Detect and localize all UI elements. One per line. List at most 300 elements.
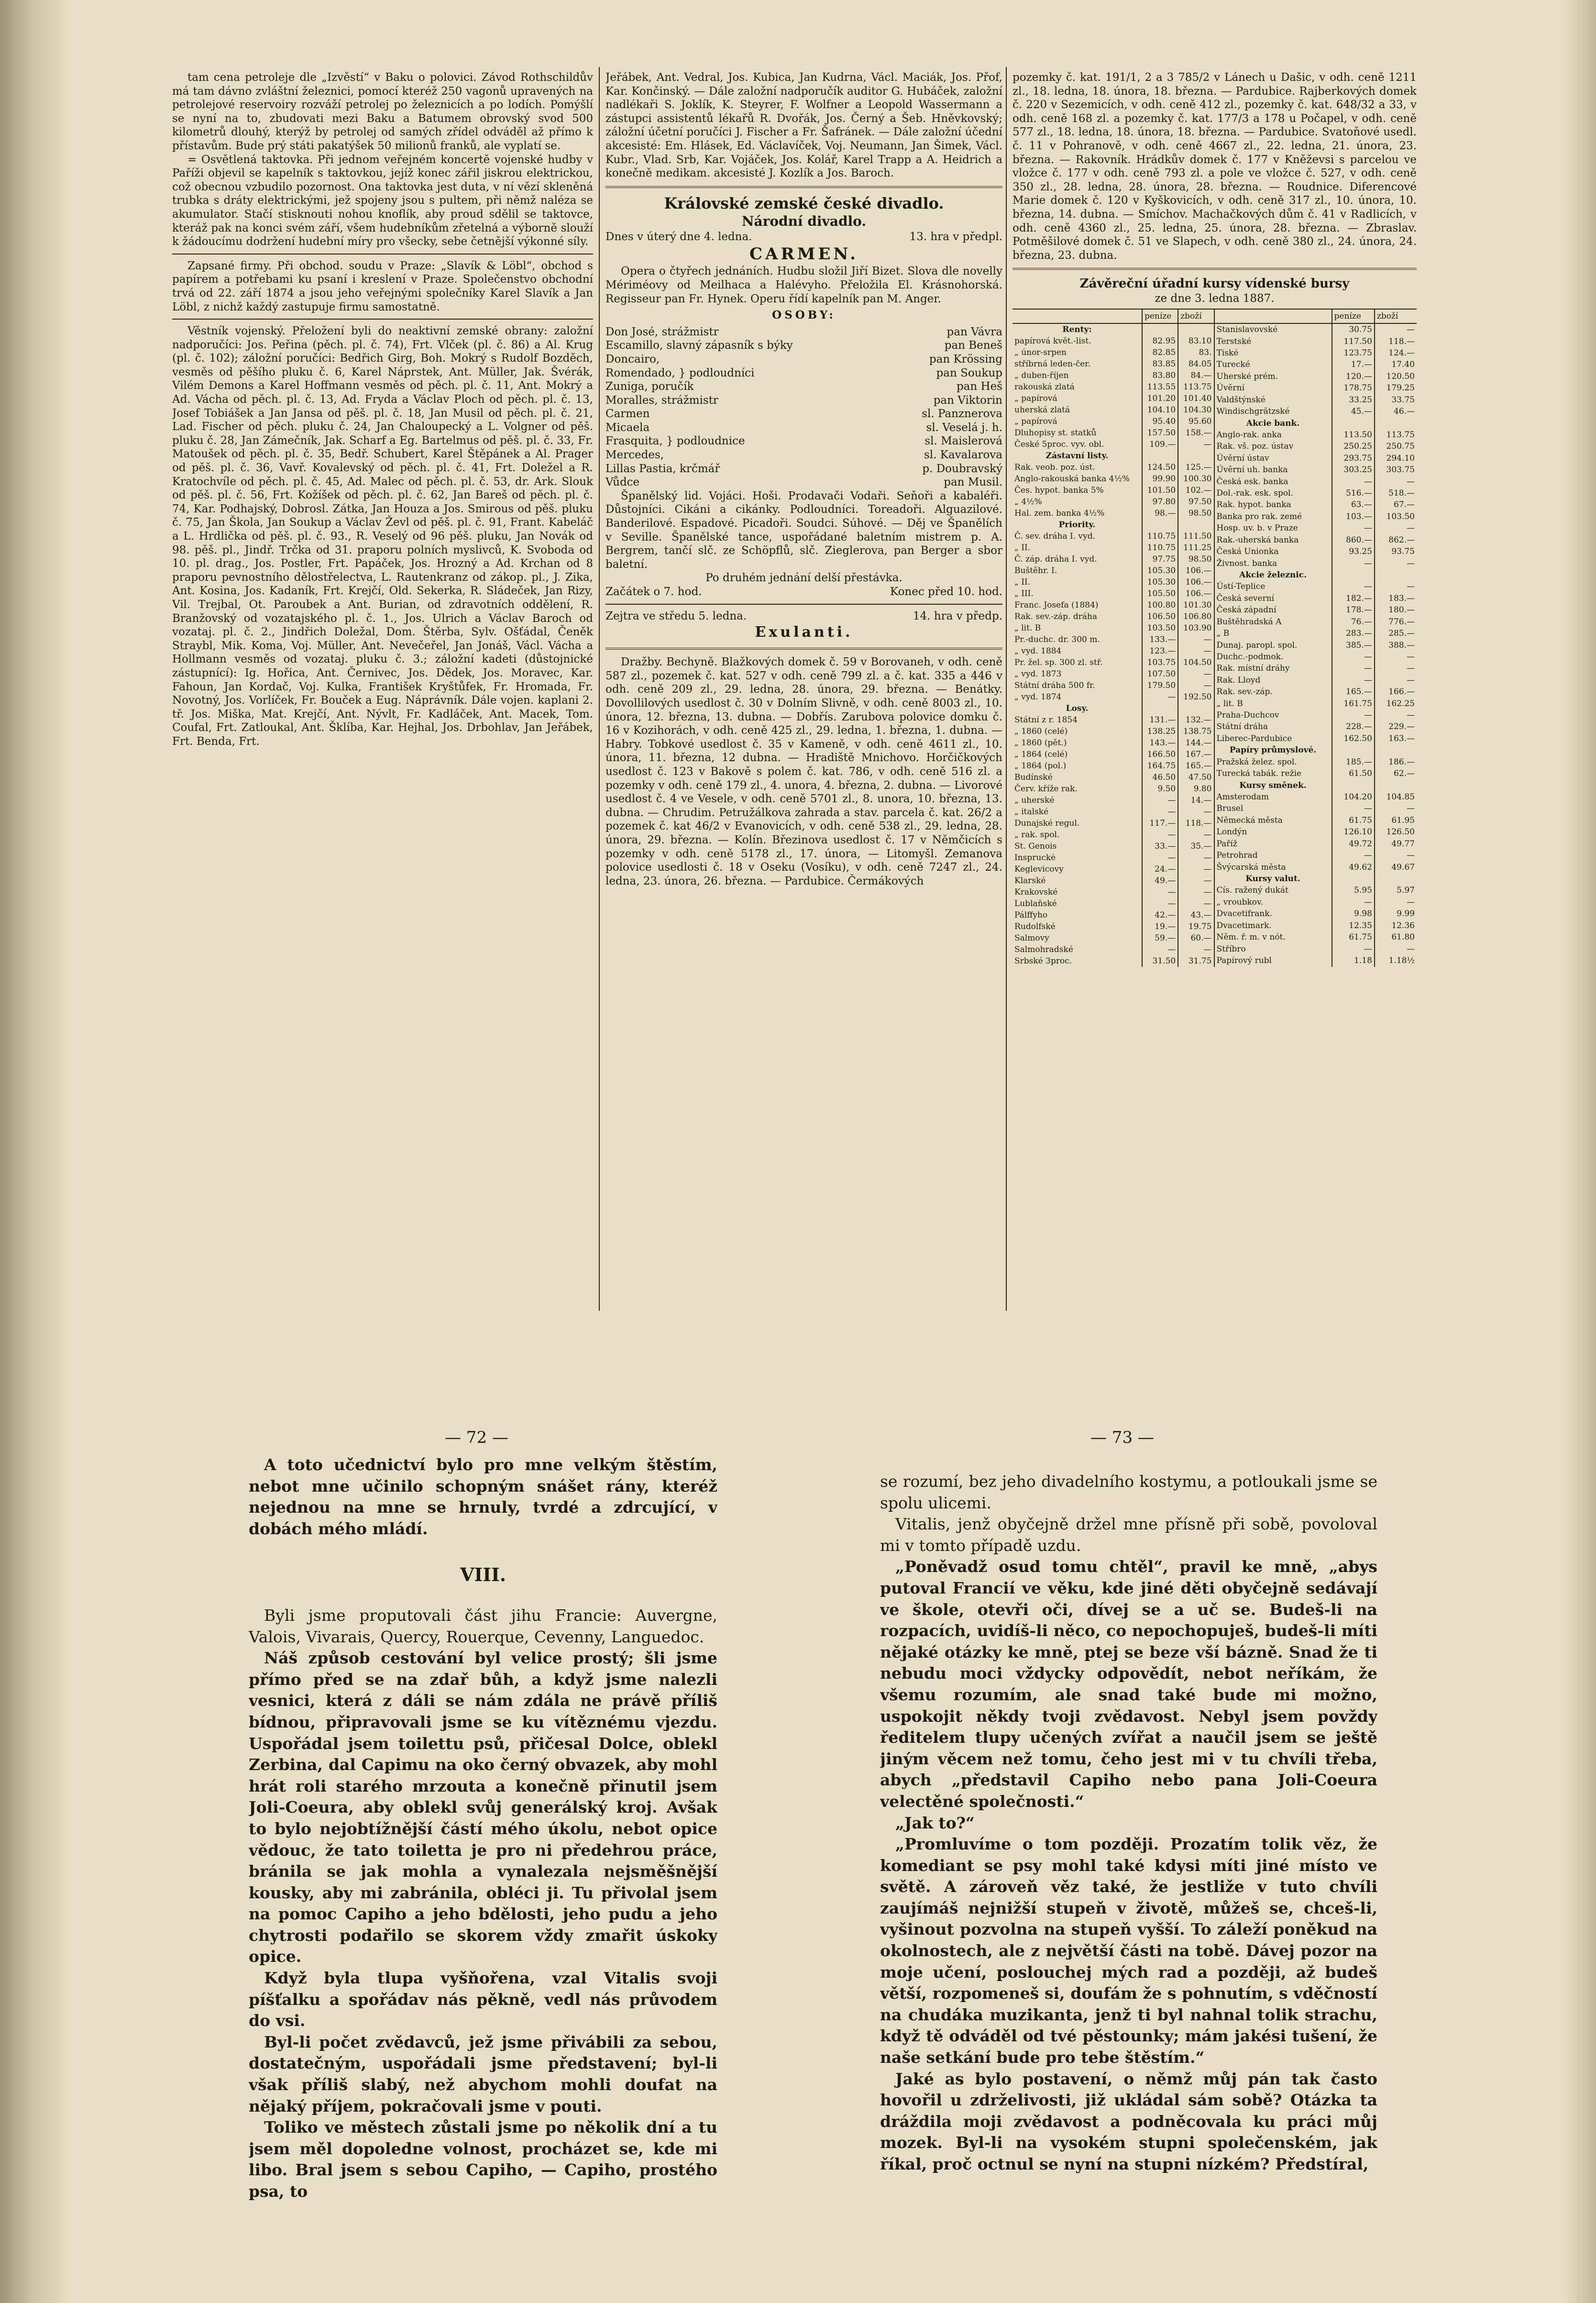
goods-price: 67.— — [1375, 499, 1417, 510]
security-name: Červ. kříže rak. — [1014, 784, 1078, 794]
cast-row — [605, 353, 1002, 366]
exchange-row — [1215, 943, 1417, 954]
exchange-row — [1215, 593, 1417, 604]
security-name: Dunaj. paropl. spol. — [1216, 640, 1298, 650]
security-name: „ 1860 (celé) — [1014, 726, 1068, 736]
book-paragraph: „Poněvadž osud tomu chtěl“, pravil ke mně, „abys putoval Francií ve věku, kde jiné děti obyčejně sedávají ve škole, otevři oči, dívej se a uč se. Budeš-li na rozpacích, uvidíš-li něco, co nepochopuješ, budeš-li míti nějaké otázky ke mně, ptej se beze vší bázně. Snad že ti nebudu moci vždycky odpovědít, nebot neříkám, že všemu rozumím, ale snad také bude mi možno, uspokojit někdy tvoji zvědavost. Nebyl jsem povždy ředitelem tlupy učených zvířat a naučil jsem se ještě jiným věcem než tomu, čeho jest mi v tu chvíli třeba, abych „představil Capiho nebo pana Joli-Coeura velectěné společnosti.“ — [880, 1557, 1377, 1811]
exchange-row — [1013, 875, 1214, 886]
goods-price: — — [1178, 668, 1214, 680]
exchange-section-heading: Losy. — [1066, 703, 1089, 713]
money-price: 182.— — [1332, 593, 1375, 604]
exchange-row — [1013, 955, 1214, 967]
article-military-bulletin: Věstník vojenský. Přeložení byli do neaktivní zemské obrany: založní nadporučíci: Jos. Peřina (pěch. pl. č. 74), Frt. Vlček (pl. č. 86) a Al. Krug (pl. č. 102); záložní poručíci: Bedřich Girg, Boh. Mokrý s Rudolf Bozděch, vesměs od pěšího pluku č. 6, Karel Náprstek, Ant. Müller, Jak. Švérák, Vilém Demons a Karel Hoffmann vesměs od pěch. pl. č. 11, Ant. Mokrý a Ad. Vácha od pěch. pl. č. 13, Ad. Fryda a Václav Ploch od pěch. pl. č. 13, Josef Tobiášek a Jan Jansa od pěš. pl. č. 18, Jan Musil od pěch. pl. č. 21, Lad. Fischer od pěch. pluku č. 24, Jan Chaloupecký a L. Volgner od pěš. pluku č. 28, Jan Zámečník, Jak. Scharf a Eg. Bartelmus od pěš. pl. č. 33, Fr. Matoušek od pěch. pl. č. 35, Bedř. Schubert, Karel Štěpánek a Al. Prager od pěš. pl. č. 36, Vavř. Kovalevský od pěch. pl. č. 41, Frt. Doležel a R. Kratochvíle od pěch. pl. č. 45, Ad. Malec od pěch. pl. č. 53, dr. Ark. Slouk od pěš. pl. č. 56, Frt. Kožíšek od pěch. pl. č. 62, Jan Bareš od pěch. pl. č. 74, Kar. Podhajský, Dobrosl. Zátka, Jan Houza a Jos. Smirous od pěš. pluku č. 75, Jan Škola, Jan Soukup a Václav Ževl od pěš. pl. č. 91, Frant. Kabeláč a L. Hrdlička od pěš. pl. č. 93., R. Veselý od 96 pěš. pluku, Jan Novák od 98. pěš. pl., Jindř. Trčka od 31. praporu polních myslivců, K. Svoboda od 10. pl. drag., Jos. Postler, Frt. Papáček, Jos. Hrozný a Ad. Krchan od 8 praporu pevnostního dělostřelectva, L. Rautenkranz od zákop. pl., J. Zika, Ant. Kosina, Jos. Kadaník, Frt. Krejčí, Old. Sekerka, R. Sládeček, Jan Rizy, Vil. Trejbal, Ot. Paroubek a Ant. Burian, od zdravotních oddělení, R. Branžovský od vozatajského pl. č. 1., Jos. Ulrich a Václav Baroch od vozataj. pl. č. 2., Jindřich Doležal, Dom. Štěrba, Sylv. Ošťádal, Čeněk Straybl, Mik. Koma, Voj. Müller, Ant. Nevečeřel, Jan Jonáš, Václ. Vácha a Hollmann vesměs od vozataj. pluku č. 3.; záložní kadeti (důstojnické zástupnící): Ig. Hořica, Ant. Černivec, Jos. Dědek, Jos. Moravec, Kar. Fahoun, Jan Kordač, Voj. Kulka, František Kryštůfek, Fr. Hromada, Fr. Novotný, Jos. Vorlíček, Fr. Bouček a Eug. Náprávník. Dále vojen. kaplani 2. tř. Jos. Miška, Mat. Krejčí, Ant. Nývlt, Fr. Kadláček, Ant. Macek, Tom. Coufal, Frt. Zatloukal, Ant. Šklíba, Kar. Hejhal, Jos. Drbohlav, Jan Jeřábek, Frt. Benda, Frt. — [172, 325, 593, 748]
security-name: Pražská želez. spol. — [1216, 757, 1297, 767]
security-name: Dunajské regul. — [1014, 818, 1080, 828]
security-name: Dvacetifrank. — [1216, 909, 1272, 919]
exchange-left-rows — [1013, 323, 1214, 967]
money-price: 113.50 — [1332, 429, 1375, 441]
exchange-row — [1215, 546, 1417, 557]
exchange-row — [1215, 534, 1417, 546]
money-price: 17.— — [1332, 359, 1375, 370]
money-price — [1332, 779, 1375, 791]
goods-price: — — [1375, 663, 1417, 674]
performer: sl. Veselá j. h. — [926, 421, 1002, 434]
col-goods: zboží — [1375, 310, 1417, 323]
end-time: Konec před 10. hod. — [890, 586, 1002, 598]
money-price: 33.25 — [1332, 394, 1375, 405]
goods-price — [1375, 779, 1417, 791]
exchange-row — [1215, 323, 1417, 335]
goods-price: — — [1375, 943, 1417, 954]
security-name: Londýn — [1216, 827, 1247, 837]
goods-price: 192.50 — [1178, 691, 1214, 703]
money-price: 83.80 — [1142, 370, 1178, 381]
money-price: — — [1142, 944, 1178, 955]
money-price: 63.— — [1332, 499, 1375, 510]
goods-price: 776.— — [1375, 616, 1417, 627]
goods-price: — — [1178, 829, 1214, 841]
performance-times — [605, 585, 1002, 599]
money-price — [1142, 323, 1178, 335]
exchange-row — [1215, 709, 1417, 721]
money-price: 49.— — [1142, 875, 1178, 886]
goods-price: 43.— — [1178, 909, 1214, 921]
cast-row — [605, 462, 1002, 476]
goods-price: 163.— — [1375, 733, 1417, 744]
role: Don José, strážmistr — [605, 325, 719, 338]
goods-price: 49.67 — [1375, 861, 1417, 873]
exchange-section-heading: Zástavní listy. — [1046, 451, 1109, 461]
goods-price: 250.75 — [1375, 441, 1417, 452]
security-name: Petrohrad — [1216, 851, 1258, 861]
security-name: „ papírová — [1014, 393, 1057, 403]
exchange-section-heading: Renty: — [1062, 324, 1092, 334]
tomorrow-date: Zejtra ve středu 5. ledna. — [605, 609, 747, 622]
money-price: 131.— — [1142, 714, 1178, 726]
goods-price: 47.50 — [1178, 772, 1214, 783]
goods-price: — — [1375, 581, 1417, 592]
exchange-row — [1215, 406, 1417, 417]
security-name: Valdštýnské — [1216, 395, 1266, 405]
goods-price: 120.50 — [1375, 371, 1417, 382]
security-name: „ 1860 (pět.) — [1014, 738, 1067, 748]
book-paragraph: Byli jsme proputovali část jihu Francie: Auvergne, Valois, Vivarais, Quercy, Rouerque, Cevenny, Languedoc. — [249, 1605, 717, 1646]
money-price: 82.95 — [1142, 335, 1178, 347]
exchange-row — [1013, 622, 1214, 634]
exchange-row — [1013, 565, 1214, 576]
money-price: 9.50 — [1142, 783, 1178, 795]
money-price: 303.25 — [1332, 464, 1375, 476]
money-price: — — [1332, 476, 1375, 487]
goods-price: 5.97 — [1375, 885, 1417, 896]
money-price: 106.50 — [1142, 611, 1178, 622]
column-rule — [599, 67, 600, 1311]
security-name: Něm. ř. m. v nót. — [1216, 932, 1286, 942]
goods-price: 162.25 — [1375, 698, 1417, 709]
security-name: Klarské — [1014, 875, 1046, 886]
money-price: 185.— — [1332, 756, 1375, 768]
exchange-row — [1013, 427, 1214, 439]
book-page-right — [880, 1471, 1377, 2280]
exchange-row — [1215, 441, 1417, 452]
security-name: Česká západní — [1216, 605, 1277, 615]
exchange-row — [1215, 569, 1417, 581]
money-price: 101.20 — [1142, 393, 1178, 404]
exchange-row — [1013, 703, 1214, 714]
exchange-row — [1013, 772, 1214, 783]
security-name: České 5proc. vyv. obl. — [1014, 439, 1104, 449]
security-name: Rak. veob. poz. úst. — [1014, 462, 1095, 472]
exchange-row — [1215, 838, 1417, 850]
security-name: Salmohradské — [1014, 944, 1073, 954]
security-name: Duchc.-podmok. — [1216, 652, 1284, 662]
security-name: Turecké — [1216, 360, 1250, 370]
cast-row — [605, 339, 1002, 353]
security-name: Čes. hypot. banka 5% — [1014, 485, 1104, 495]
cast-row — [605, 325, 1002, 339]
exchange-table — [1013, 309, 1417, 967]
security-name: stříbrná leden-čer. — [1014, 359, 1090, 369]
money-price: 117.— — [1142, 818, 1178, 829]
security-name: „ uherské — [1014, 795, 1055, 805]
money-price: 93.25 — [1332, 546, 1375, 557]
exchange-row — [1013, 783, 1214, 795]
page-number-right: — 73 — — [1090, 1428, 1154, 1447]
book-paragraph: Toliko ve městech zůstali jsme po několik dní a tu jsem měl dopoledne volnost, procházet se, kde mi libo. Bral jsem s sebou Capiho, — Capiho, prostého psa, to — [249, 2118, 717, 2201]
security-name: Anglo-rak. anka — [1216, 430, 1282, 440]
exchange-row — [1215, 768, 1417, 779]
exchange-row — [1215, 359, 1417, 370]
exchange-row — [1215, 382, 1417, 394]
goods-price: — — [1178, 864, 1214, 875]
goods-price: 294.10 — [1375, 453, 1417, 464]
goods-price: 60.— — [1178, 932, 1214, 944]
exchange-row — [1013, 921, 1214, 932]
opera-title: CARMEN. — [749, 244, 859, 264]
exchange-row — [1013, 599, 1214, 611]
security-name: Živnost. banka — [1216, 558, 1277, 568]
exchange-row — [1215, 616, 1417, 627]
divider — [605, 648, 1002, 650]
money-price: 31.50 — [1142, 955, 1178, 967]
goods-price: 84.05 — [1178, 358, 1214, 370]
exchange-row — [1013, 841, 1214, 852]
exchange-row — [1013, 829, 1214, 841]
goods-price: 14.— — [1178, 795, 1214, 806]
security-name: Praha-Duchcov — [1216, 710, 1279, 720]
money-price: 178.75 — [1332, 382, 1375, 394]
cast-note: Španělský lid. Vojáci. Hoši. Prodavači Vodaři. Seňoři a kabaléři. Důstojníci. Cikáni a cikánky. Podloudníci. Toreadoři. Alguazilové. Banderilové. Espadové. Picadoři. Soudci. Súhové. — Děj ve Španělích v Seville. Španělské tance, uspořádané baletním mistrem p. A. Bergrem, tančí slč. ze Schöpflů, slč. Zieglerova, pan Berger a sbor baletní. — [605, 489, 1002, 571]
money-price: — — [1332, 522, 1375, 534]
security-name: „ III. — [1014, 588, 1034, 598]
exchange-table-right — [1215, 310, 1417, 967]
exchange-row — [1215, 487, 1417, 499]
cast-row — [605, 434, 1002, 448]
security-name: Liberec-Pardubice — [1216, 733, 1292, 743]
goods-price: 158.— — [1178, 427, 1214, 439]
goods-price: 35.— — [1178, 841, 1214, 852]
exchange-row — [1013, 381, 1214, 393]
money-price: — — [1332, 943, 1375, 954]
book-page-left — [249, 1454, 717, 2277]
performer: pan Vávra — [947, 325, 1002, 338]
security-name: „ 1864 (pol.) — [1014, 761, 1067, 771]
article-baton: = Osvětlená taktovka. Při jednom veřejném koncertě vojenské hudby v Paříži objevil se kapelník s taktovkou, jejíž konec zářil jiskrou elektrickou, což obecnou vzbudilo pozornost. Ona taktovka jest duta, v ní vězí skleněná trubka s dráty elektrickými, jež spojeny jsou s pultem, při němž naléza se akumulator. Stačí stisknouti nohou knoflík, aby proud sdělil se taktovce, kteráž pak na konci svém září, všem hudebníkům zřetelná a výborně slouží k žádoucímu dodržení hudební míry pro všecky, sebe četnější výkonné síly. — [172, 153, 593, 248]
performer: sl. Kavalarova — [924, 449, 1002, 462]
goods-price: 101.40 — [1178, 393, 1214, 404]
goods-price: 138.75 — [1178, 726, 1214, 737]
money-price: 61.75 — [1332, 931, 1375, 943]
security-name: „ B — [1216, 629, 1230, 639]
security-name: Amsterodam — [1216, 792, 1269, 802]
money-price: 126.10 — [1332, 826, 1375, 838]
exchange-row — [1013, 576, 1214, 588]
exchange-row — [1013, 909, 1214, 921]
goods-price: 102.— — [1178, 485, 1214, 496]
goods-price: — — [1375, 675, 1417, 686]
money-price: — — [1332, 675, 1375, 686]
goods-price: 93.75 — [1375, 546, 1417, 557]
exchange-row — [1215, 733, 1417, 744]
article-firms: Zapsané firmy. Při obchod. soudu v Praze: „Slavík & Löbl“, obchod s papírem a potřebami ku psaní i kreslení v Praze. Společenstvo obchodní trvá od 22. září 1874 a jsou jeho veřejnými společníky Karel Slavík a Jan Löbl, z nichž každý zastupuje firmu samostatně. — [172, 259, 593, 313]
money-price: 9.98 — [1332, 908, 1375, 919]
goods-price: 125.— — [1178, 462, 1214, 473]
col-money: peníze — [1142, 310, 1178, 323]
article-auctions: Dražby. Bechyně. Blažkových domek č. 59 v Borovaneh, v odh. ceně 587 zl., pozemek č. kat. 527 v odh. ceně 799 zl. a č. kat. 335 a 446 v odh. ceně 209 zl., 29. ledna, 28. února, 29. března. — Benátky. Dovollilových usedlost č. 30 v Dolním Slivně, v odh. ceně 8003 zl., 10. února, 12. března, 13. dubna. — Dobřís. Zarubova polovice domku č. 16 v Kozihorách, v odh. ceně 425 zl., 29. ledna, 1. března, 1. dubna. — Habry. Tobkové usedlost č. 35 v Kameně, v odh. ceně 4611 zl., 10. února, 11. března, 12 dubna. — Hradiště Mnichovo. Horčičkových usedlost č. 123 v Bakově s polem č. kat. 786, v odh. ceně 516 zl. a pozemky v odh. ceně 179 zl., 4. unora, 4. března, 2. dubna. — Livorové usedlost č. 4 ve Vesele, v odh. ceně 5701 zl., 8. unora, 10. března, 13. dubna. — Chrudim. Petružálkova zahrada a stav. parcela č. kat. 26/2 a pozemek č. kat 46/2 v Evanovicích, v odh. ceně 538 zl., 29. ledna, 28. února, 29. března. — Kolín. Březinova usedlost č. 17 v Němčicích s pozemky v odh. ceně 5178 zl., 17. února, — Litomyšl. Zemanova polovice usedlosti č. 18 v Oseku (Vosíku), v odh. ceně 7247 zl., 24. ledna, 23. února, 26. března. — Pardubice. Čermákových — [605, 656, 1002, 887]
security-name: Rak. sev.-záp. dráha — [1014, 611, 1097, 621]
programme-tomorrow — [605, 609, 1002, 623]
security-name: Státní dráha — [1216, 722, 1268, 732]
role: Vůdce — [605, 476, 640, 489]
exchange-row — [1013, 416, 1214, 427]
exchange-row — [1215, 861, 1417, 873]
exchange-row — [1013, 485, 1214, 496]
exchange-row — [1215, 791, 1417, 803]
money-price: — — [1332, 651, 1375, 663]
security-name: Terstské — [1216, 336, 1252, 346]
money-price: 123.— — [1142, 645, 1178, 657]
goods-price: — — [1375, 323, 1417, 335]
money-price: 385.— — [1332, 639, 1375, 651]
exchange-row — [1013, 691, 1214, 703]
security-name: Dluhopisy st. statků — [1014, 428, 1097, 438]
money-price: 105.30 — [1142, 565, 1178, 576]
security-name: Srbské 3proc. — [1014, 956, 1072, 966]
book-paragraph: „Jak to?“ — [895, 1813, 975, 1832]
exchange-row — [1215, 604, 1417, 616]
exchange-row — [1215, 499, 1417, 510]
exchange-row — [1215, 417, 1417, 429]
exchange-row — [1215, 919, 1417, 931]
money-price: 120.— — [1332, 371, 1375, 382]
exchange-row — [1013, 726, 1214, 737]
role: Micaela — [605, 421, 650, 434]
money-price: — — [1142, 806, 1178, 818]
performer: sl. Panznerova — [922, 408, 1002, 421]
money-price: 860.— — [1332, 534, 1375, 546]
security-name: Rak. vš. poz. ústav — [1216, 442, 1294, 452]
goods-price — [1178, 323, 1214, 335]
col-goods: zboží — [1178, 310, 1214, 323]
money-price: 98.— — [1142, 508, 1178, 519]
security-name: Úvěrní ústav — [1216, 453, 1269, 463]
programme-today — [605, 230, 1002, 244]
security-name: „ 4½% — [1014, 497, 1042, 507]
exchange-row — [1215, 557, 1417, 569]
cast-heading: OSOBY: — [772, 309, 836, 322]
money-price: 61.50 — [1332, 768, 1375, 779]
money-price: — — [1142, 886, 1178, 898]
security-name: Budínské — [1014, 772, 1053, 782]
exchange-row — [1215, 826, 1417, 838]
security-name: Rak.-uherská banka — [1216, 535, 1299, 545]
exchange-row — [1013, 886, 1214, 898]
exchange-table-left — [1013, 310, 1215, 967]
goods-price: 97.50 — [1178, 496, 1214, 508]
tomorrow-play-title: Exulanti. — [755, 624, 853, 641]
newspaper-column-3 — [1013, 71, 1417, 1315]
exchange-row — [1013, 347, 1214, 358]
cast-row — [605, 421, 1002, 435]
role: Escamillo, slavný zápasník s býky — [605, 339, 793, 352]
cast-row — [605, 366, 1002, 380]
security-name: Salmovy — [1014, 933, 1049, 943]
money-price: 293.75 — [1332, 453, 1375, 464]
money-price: 104.20 — [1332, 791, 1375, 803]
exchange-row — [1013, 944, 1214, 955]
goods-price: — — [1178, 875, 1214, 886]
exchange-row — [1013, 358, 1214, 370]
exchange-right-rows — [1215, 323, 1417, 967]
goods-price: — — [1178, 680, 1214, 691]
exchange-row — [1215, 371, 1417, 382]
money-price: — — [1332, 803, 1375, 814]
exchange-row — [1013, 680, 1214, 691]
goods-price: 167.— — [1178, 749, 1214, 760]
goods-price: 165.— — [1178, 760, 1214, 772]
security-name: „ 1864 (celé) — [1014, 749, 1068, 759]
exchange-row — [1215, 476, 1417, 487]
security-name: Inspruckė — [1014, 853, 1056, 863]
goods-price: — — [1375, 897, 1417, 908]
goods-price — [1178, 703, 1214, 714]
goods-price: 84.— — [1178, 370, 1214, 381]
exchange-row — [1013, 714, 1214, 726]
security-name: uherská zlatá — [1014, 405, 1070, 415]
exchange-row — [1013, 749, 1214, 760]
goods-price: — — [1375, 850, 1417, 861]
goods-price: 113.75 — [1375, 429, 1417, 441]
col-money: peníze — [1332, 310, 1375, 323]
cast-row — [605, 476, 1002, 489]
cast-list — [605, 325, 1002, 489]
goods-price: 303.75 — [1375, 464, 1417, 476]
newspaper-column-2 — [605, 71, 1002, 1315]
security-name: Banka pro rak. zemé — [1216, 511, 1302, 521]
security-name: Windischgrätzské — [1216, 407, 1290, 417]
goods-price: 229.— — [1375, 721, 1417, 732]
column-rule — [1006, 67, 1007, 1311]
money-price: 138.25 — [1142, 726, 1178, 737]
money-price: 107.50 — [1142, 668, 1178, 680]
goods-price — [1375, 417, 1417, 429]
money-price — [1142, 450, 1178, 462]
performer: pan Musil. — [944, 476, 1002, 489]
article-military-continued: Jeřábek, Ant. Vedral, Jos. Kubica, Jan Kudrna, Václ. Maciák, Jos. Přof, Kar. Končinský. — Dále založní nadporučík auditor G. Hubáček, založní nadlékaři S. Joklík, K. Steyrer, F. Wolfner a Leopold Wassermann a zástupci assistentů lékařů R. Dvořák, Jos. Černý a Šeb. Hněvkovský; záložní účetní poručíci J. Fischer a Fr. Šafránek. — Dále založní účední akcesisté: Em. Hlásek, Ed. Václavíček, Voj. Neumann, Jan Šimek, Václ. Kubr., Vlad. Srb, Kar. Vojáček, Jos. Kolář, Karel Trapp a A. Heidrich a konečně medikam. akcesisté J. Kozlík a Jos. Baroch. — [605, 71, 1002, 180]
exchange-row — [1215, 675, 1417, 686]
security-name: Buštěhradská A — [1216, 617, 1282, 627]
article-petroleum: tam cena petroleje dle „Izvěstí“ v Baku o polovici. Závod Rothschildův má tam dávno zvláštní železnici, pomocí kteréž 250 vagonů upravených na petrolejové reservoiry rozváží petrolej po železnicích a po lodích. Pomýšlí se nyní na to, zbudovati mezi Baku a Batumem obrovský svod 500 kilometrů dlouhý, kterýž by petrolej od samých zřídel odváděl až přímo k přístavům. Bude prý státi pakatýšek 50 milionů franků, ale vyplatí se. — [172, 71, 593, 152]
goods-price: — — [1178, 439, 1214, 450]
security-name: „ vyd. 1873 — [1014, 669, 1062, 679]
security-name: Česká severní — [1216, 593, 1275, 603]
security-name: Rak. Lloyd — [1216, 675, 1261, 685]
exchange-row — [1215, 581, 1417, 592]
theatre-subtitle: Národní divadlo. — [741, 213, 867, 229]
tomorrow-subscription: 14. hra v předp. — [913, 609, 1002, 622]
exchange-row — [1013, 852, 1214, 864]
security-name: Ústí-Teplice — [1216, 582, 1266, 592]
goods-price: 166.— — [1375, 686, 1417, 698]
exchange-row — [1215, 651, 1417, 663]
money-price: 101.50 — [1142, 485, 1178, 496]
performer: pan Krössing — [929, 353, 1002, 365]
exchange-row — [1013, 370, 1214, 381]
money-price: 228.— — [1332, 721, 1375, 732]
security-name: Buštěhr. I. — [1014, 565, 1057, 576]
goods-price: 285.— — [1375, 628, 1417, 639]
goods-price: 1.18½ — [1375, 955, 1417, 967]
exchange-row — [1013, 450, 1214, 462]
goods-price: 106.— — [1178, 588, 1214, 599]
goods-price: — — [1375, 651, 1417, 663]
goods-price: — — [1375, 476, 1417, 487]
security-name: Lublaňské — [1014, 898, 1057, 908]
exchange-row — [1013, 795, 1214, 806]
goods-price: 144.— — [1178, 737, 1214, 749]
exchange-row — [1215, 931, 1417, 943]
exchange-row — [1013, 542, 1214, 554]
money-price: 164.75 — [1142, 760, 1178, 772]
goods-price: 124.— — [1375, 347, 1417, 359]
goods-price: 104.30 — [1178, 404, 1214, 416]
goods-price: 132.— — [1178, 714, 1214, 726]
security-name: Švýcarská města — [1216, 862, 1286, 872]
opera-description: Opera o čtyřech jednáních. Hudbu složil Jiří Bizet. Slova dle novelly Mériméovy od Meilhaca a Halévyho. Přeložila El. Krásnohorská. Regisseur pan Fr. Hynek. Operu řídí kapelník pan M. Anger. — [605, 265, 1002, 305]
chapter-heading: VIII. — [460, 1564, 506, 1586]
goods-price: 126.50 — [1375, 826, 1417, 838]
security-name: Česká Unionka — [1216, 547, 1279, 557]
exchange-row — [1013, 462, 1214, 473]
money-price: 1.18 — [1332, 955, 1375, 967]
book-paragraph: Jaké as bylo postavení, o němž můj pán tak často hovořil u zdrželivosti, již ukládal sám sobě? Otázka ta dráždila moji zvědavost a podněcovala ku práci můj mozek. Byl-li na vysokém stupni společenském, jak říkal, proč octnul se nyní na stupni nízkém? Předstíral, — [880, 2069, 1377, 2173]
goods-price — [1178, 450, 1214, 462]
security-name: Rudolfské — [1014, 921, 1056, 931]
exchange-section-heading: Priority. — [1058, 520, 1096, 530]
role: Mercedes, — [605, 449, 664, 462]
security-name: Německá města — [1216, 815, 1283, 825]
security-name: Hosp. uv. b. v Praze — [1216, 523, 1298, 533]
goods-price: — — [1178, 944, 1214, 955]
exchange-row — [1013, 508, 1214, 519]
money-price: — — [1142, 898, 1178, 909]
security-name: Č. sev. dráha I. vyd. — [1014, 531, 1096, 541]
exchange-row — [1215, 756, 1417, 768]
security-name: Paříž — [1216, 839, 1237, 849]
theatre-title: Královské zemské české divadlo. — [664, 194, 944, 212]
newspaper-column-1 — [172, 71, 593, 1315]
goods-price: 862.— — [1375, 534, 1417, 546]
